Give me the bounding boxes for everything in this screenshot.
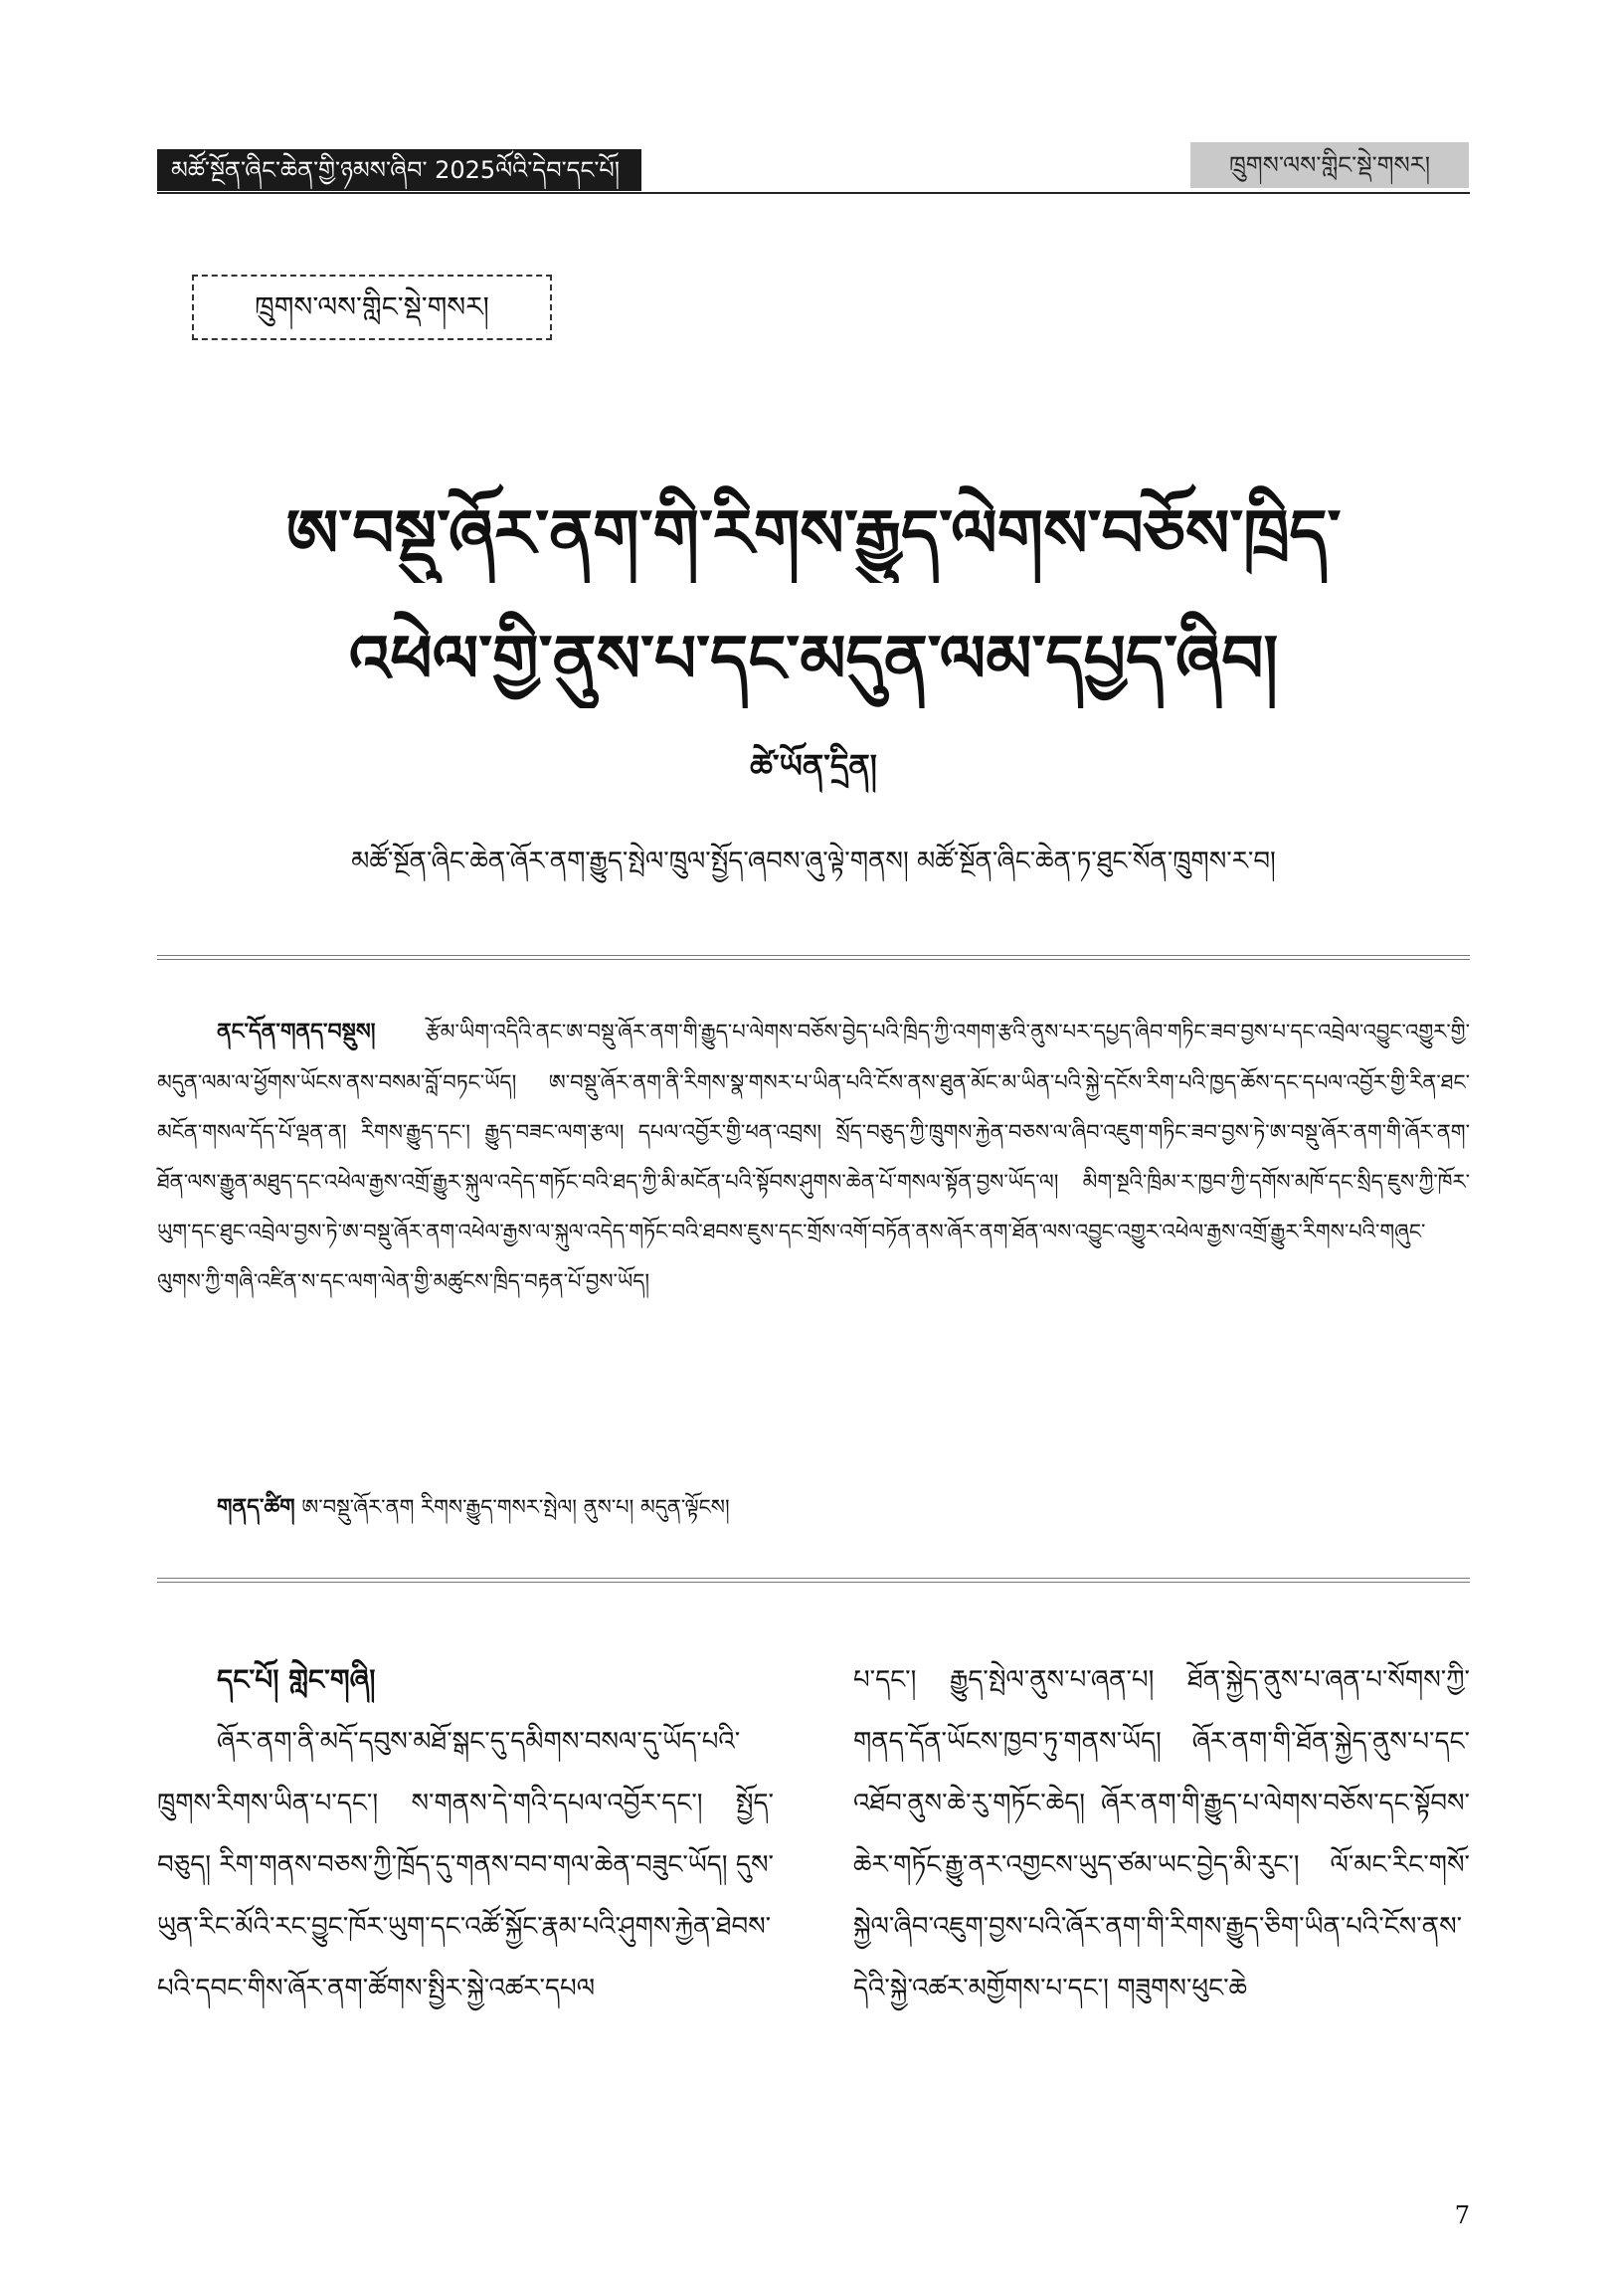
article-title-line-1: ཨ་བསྡུ་ཞོར་ནག་གི་རིགས་རྒྱུད་ལེགས་བཅོས་ཁྲིད་ <box>285 494 1342 572</box>
journal-header: མཚོ་སྔོན་ཞིང་ཆེན་གྱི་ཉམས་ཞིབ་ 2025ལོའི་དེབ་དང་པོ། <box>157 149 641 191</box>
body-paragraph-right: པ་དང་། རྒྱུད་སྤེལ་ནུས་པ་ཞན་པ། ཐོན་སྐྱེད་ནུས་པ་ཞན་པ་སོགས་ཀྱི་གནད་དོན་ཡོངས་ཁྱབ་ཏུ་གནས་ཡོད། ཞོར་ནག་གི་ཐོན་སྐྱེད་ནུས་པ་དང་འཐོབ་ནུས་ཆེ་རུ་གཏོང་ཆེད། ཞོར་ནག་གི་རྒྱུད་པ་ལེགས་བཅོས་དང་སྟོབས་ཆེར་གཏོང་རྒྱུ་ནར་འགྱངས་ཡུད་ཙམ་ཡང་བྱེད་མི་རུང་། ལོ་མང་རིང་གསོ་སྐྱེལ་ཞིབ་འཇུག་བྱས་པའི་ཞོར་ནག་གི་རིགས་རྒྱུད་ཅིག་ཡིན་པའི་ངོས་ནས་དེའི་སྐྱེ་འཚར་མགྱོགས་པ་དང་། གཟུགས་ཕུང་ཆེ <box>853 1665 1470 2003</box>
body-column-right <box>853 1649 1470 2019</box>
keywords-list: ཨ་བསྡུ་ཞོར་ནག རིགས་རྒྱུད་གསར་སྤེལ། ནུས་པ། མདུན་ལྟོངས། <box>301 1495 730 1519</box>
body-paragraph-left: ཞོར་ནག་ནི་མདོ་དབུས་མཐོ་སྒང་དུ་དམིགས་བསལ་དུ་ཡོད་པའི་ཁྲུགས་རིགས་ཡིན་པ་དང་། ས་གནས་དེ་གའི་དཔལ་འབྱོར་དང་། སྤྱོད་བཅུད། རིག་གནས་བཅས་ཀྱི་ཁྲོད་དུ་གནས་བབ་གལ་ཆེན་བཟུང་ཡོད། དུས་ཡུན་རིང་མོའི་རང་བྱུང་ཁོར་ཡུག་དང་འཚོ་སྐྱོང་རྣམ་པའི་ཤུགས་རྐྱེན་ཐེབས་པའི་དབང་གིས་ཞོར་ནག་ཚོགས་སྤྱིར་སྐྱེ་འཚར་དཔལ <box>157 1727 774 2003</box>
body-column-left <box>157 1649 774 2019</box>
abstract-label: ནང་དོན་གནད་བསྡུས། <box>217 1020 376 1044</box>
page-number: 7 <box>1454 2201 1470 2229</box>
abstract-bottom-rule <box>157 1578 1470 1583</box>
section-header: ཁྲུགས་ལས་གླིང་སྡེ་གསར། <box>1190 142 1469 188</box>
abstract <box>157 1007 1470 1306</box>
article-title-line-2: འཕེལ་གྱི་ནུས་པ་དང་མདུན་ལམ་དཔྱད་ཞིབ། <box>348 620 1279 697</box>
header-rule <box>157 192 1470 194</box>
section-label: ཁྲུགས་ལས་གླིང་སྡེ་གསར། <box>192 275 552 340</box>
author-affiliation: མཚོ་སྔོན་ཞིང་ཆེན་ཞོར་ནག་རྒྱུད་སྤེལ་ཁྲུལ་སྤྱོད་ཞབས་ཞུ་ལྟེ་གནས། མཚོ་སྔོན་ཞིང་ཆེན་ཏ་ཐུང་སོན་ཁྲུགས་ར་བ། <box>351 847 1276 876</box>
section-heading: དང་པོ། གླེང་གཞི། <box>217 1663 376 1696</box>
author-name: ཚེ་ཡོན་དྲིན། <box>750 747 877 785</box>
keywords-label: གནད་ཚིག <box>217 1495 295 1520</box>
keywords <box>157 1482 1470 1533</box>
abstract-text: རྩོམ་ཡིག་འདིའི་ནང་ཨ་བསྡུ་ཞོར་ནག་གི་རྒྱུད་པ་ལེགས་བཅོས་བྱེད་པའི་ཁྲིད་ཀྱི་འགག་རྩའི་ནུས་པར་དཔྱད་ཞིབ་གཏིང་ཟབ་བྱས་པ་དང་འབྲེལ་འབྱུང་འགྱུར་གྱི་མདུན་ལམ་ལ་ཕྱོགས་ཡོངས་ནས་བསམ་བློ་བཏང་ཡོད། ཨ་བསྡུ་ཞོར་ནག་ནི་རིགས་སྣ་གསར་པ་ཡིན་པའི་ངོས་ནས་ཐུན་མོང་མ་ཡིན་པའི་སྐྱེ་དངོས་རིག་པའི་ཁྱད་ཆོས་དང་དཔལ་འབྱོར་གྱི་རིན་ཐང་མངོན་གསལ་དོད་པོ་ལྡན་ན། རིགས་རྒྱུད་དང་། རྒྱུད་བཟང་ལག་རྩལ། དཔལ་འབྱོར་གྱི་ཕན་འབྲས། སྲོད་བཅུད་ཀྱི་ཁྲུགས་རྐྱེན་བཅས་ལ་ཞིབ་འཇུག་གཏིང་ཟབ་བྱས་ཏེ་ཨ་བསྡུ་ཞོར་ནག་གི་ཞོར་ནག་ཐོན་ལས་རྒྱུན་མཐུད་དང་འཕེལ་རྒྱས་འགྲོ་རྒྱུར་སྐུལ་འདེད་གཏོང་བའི་ཐད་ཀྱི་མི་མངོན་པའི་སྟོབས་ཤུགས་ཆེན་པོ་གསལ་སྟོན་བྱས་ཡོད་ལ། མིག་སྔའི་ཁྲིམ་ར་ཁྱབ་ཀྱི་དགོས་མཁོ་དང་སྲིད་ཇུས་ཀྱི་ཁོར་ཡུག་དང་ཐུང་འབྲེལ་བྱས་ཏེ་ཨ་བསྡུ་ཞོར་ནག་འཕེལ་རྒྱས་ལ་སྐུལ་འདེད་གཏོང་བའི་ཐབས་ཇུས་དང་གྲོས་འགོ་བཏོན་ནས་ཞོར་ནག་ཐོན་ལས་འབྱུང་འགྱུར་འཕེལ་རྒྱས་འགྲོ་རྒྱུར་རིགས་པའི་གཞུང་ལུགས་ཀྱི་གཞི་འཛིན་ས་དང་ལག་ལེན་གྱི་མཚུངས་ཁྲིད་བརྟན་པོ་བྱས་ཡོད། <box>157 1020 1470 1293</box>
abstract-top-rule <box>157 955 1470 960</box>
